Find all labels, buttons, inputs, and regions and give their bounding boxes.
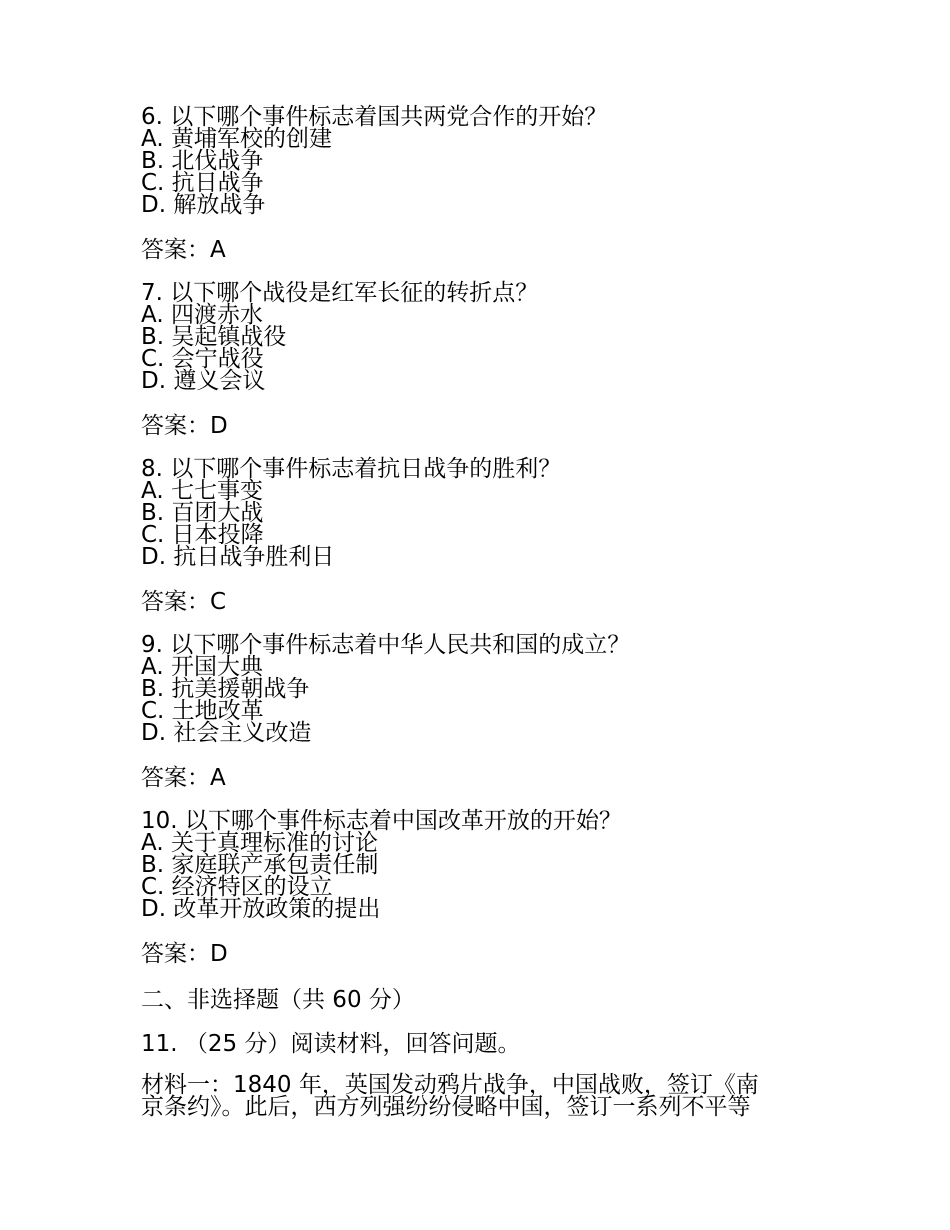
option-c: C. 经济特区的设立: [141, 874, 333, 900]
material-line: 材料一：1840 年，英国发动鸦片战争，中国战败，签订《南: [141, 1072, 759, 1098]
question-stem: 6. 以下哪个事件标志着国共两党合作的开始？: [141, 104, 608, 130]
option-c: C. 土地改革: [141, 698, 264, 724]
option-d: D. 解放战争: [141, 192, 266, 218]
option-b: B. 家庭联产承包责任制: [141, 852, 379, 878]
question-11: 11. （25 分）阅读材料，回答问题。: [141, 1031, 521, 1057]
option-d: D. 遵义会议: [141, 368, 266, 394]
option-b: B. 北伐战争: [141, 148, 264, 174]
question-7: [141, 282, 821, 392]
option-c: C. 抗日战争: [141, 170, 264, 196]
option-d: D. 改革开放政策的提出: [141, 896, 381, 922]
question-8: [141, 458, 821, 568]
answer-9: 答案：A: [141, 765, 226, 791]
question-stem: 8. 以下哪个事件标志着抗日战争的胜利？: [141, 456, 562, 482]
answer-6: 答案：A: [141, 237, 226, 263]
material-text: [141, 1074, 821, 1118]
option-b: B. 百团大战: [141, 500, 264, 526]
question-stem: 9. 以下哪个事件标志着中华人民共和国的成立？: [141, 632, 631, 658]
option-b: B. 吴起镇战役: [141, 324, 287, 350]
question-stem: 10. 以下哪个事件标志着中国改革开放的开始？: [141, 808, 622, 834]
answer-7: 答案：D: [141, 413, 228, 439]
option-c: C. 日本投降: [141, 522, 264, 548]
section-heading: 二、非选择题（共 60 分）: [141, 987, 415, 1013]
option-a: A. 关于真理标准的讨论: [141, 830, 378, 856]
question-6: [141, 106, 821, 216]
exam-content: [141, 106, 821, 1118]
answer-8: 答案：C: [141, 589, 227, 615]
option-d: D. 抗日战争胜利日: [141, 544, 335, 570]
material-line: 京条约》。此后，西方列强纷纷侵略中国，签订一系列不平等: [141, 1094, 751, 1120]
question-9: [141, 634, 821, 744]
question-10: [141, 810, 821, 920]
option-a: A. 开国大典: [141, 654, 263, 680]
option-a: A. 四渡赤水: [141, 302, 263, 328]
option-a: A. 七七事变: [141, 478, 263, 504]
option-b: B. 抗美援朝战争: [141, 676, 310, 702]
option-c: C. 会宁战役: [141, 346, 264, 372]
question-stem: 7. 以下哪个战役是红军长征的转折点？: [141, 280, 539, 306]
option-a: A. 黄埔军校的创建: [141, 126, 332, 152]
option-d: D. 社会主义改造: [141, 720, 312, 746]
answer-10: 答案：D: [141, 941, 228, 967]
